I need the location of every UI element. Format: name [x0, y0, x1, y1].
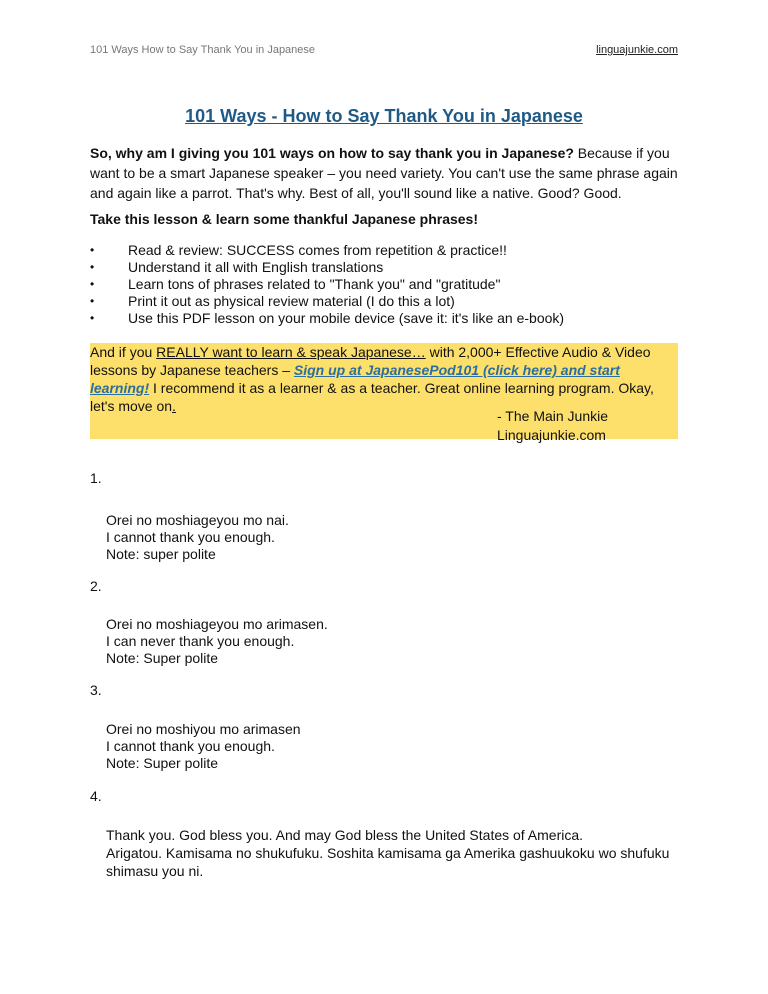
list-item [90, 293, 680, 310]
entry-note: Note: Super polite [106, 755, 219, 771]
signature [497, 407, 608, 445]
promo-text-part: I recommend it as a learner & as a teacher. Great online learning program. Okay, let's move on [90, 380, 654, 414]
entry-japanese: Orei no moshiageyou mo nai. [106, 512, 289, 528]
signature-site: Linguajunkie.com [497, 427, 606, 443]
intro-paragraph [90, 143, 680, 203]
entry-english: I cannot thank you enough. [106, 529, 275, 545]
entry-block [106, 721, 301, 772]
intro-question: So, why am I giving you 101 ways on how to say thank you in Japanese? [90, 145, 574, 161]
running-header-title: 101 Ways How to Say Thank You in Japanese [90, 44, 316, 56]
list-item [90, 276, 680, 293]
promo-text-part: And if you [90, 344, 157, 360]
list-item-text: Learn tons of phrases related to "Thank you" and "gratitude" [128, 276, 501, 292]
promo-text-part: with 2,000+ Effective Audio & Video lessons by Japanese teachers – [90, 344, 651, 378]
benefits-list [90, 242, 680, 327]
bullet-icon: • [90, 294, 95, 308]
entry-japanese: Arigatou. Kamisama no shukufuku. Soshita kamisama ga Amerika gashuukoku wo shufuku shimasu you ni. [106, 845, 670, 879]
lesson-heading: Take this lesson & learn some thankful Japanese phrases! [90, 211, 478, 227]
list-item [90, 259, 680, 276]
japanesepod-signup-link[interactable]: Sign up at JapanesePod101 (click here) and start learning! [90, 362, 620, 396]
promo-box [90, 343, 678, 443]
entry-number: 2. [90, 578, 102, 594]
entry-note: Note: super polite [106, 546, 216, 562]
list-item [90, 310, 680, 327]
bullet-icon: • [90, 260, 95, 274]
entry-number: 4. [90, 788, 102, 804]
entry-block [106, 616, 328, 667]
entry-english: Thank you. God bless you. And may God bless the United States of America. [106, 827, 584, 843]
running-header-site-link[interactable]: linguajunkie.com [596, 44, 678, 56]
entry-block [106, 512, 289, 563]
list-item-text: Understand it all with English translations [128, 259, 384, 275]
signature-author: - The Main Junkie [497, 408, 609, 424]
list-item-text: Read & review: SUCCESS comes from repetition & practice!! [128, 242, 507, 258]
bullet-icon: • [90, 311, 95, 325]
entry-number: 1. [90, 470, 102, 486]
entry-block [90, 826, 680, 880]
entry-english: I can never thank you enough. [106, 633, 295, 649]
list-item-text: Use this PDF lesson on your mobile device (save it: it's like an e-book) [128, 310, 565, 326]
page-title: 101 Ways - How to Say Thank You in Japanese [185, 106, 583, 126]
bullet-icon: • [90, 277, 95, 291]
intro-body: Because if you want to be a smart Japanese speaker – you need variety. You can't use the same phrase again and again like a parrot. That's why. Best of all, you'll sound like a native. Good? Good. [90, 145, 678, 201]
entry-japanese: Orei no moshiageyou mo arimasen. [106, 616, 328, 632]
entry-english: I cannot thank you enough. [106, 738, 275, 754]
entry-japanese: Orei no moshiyou mo arimasen [106, 721, 301, 737]
entry-number: 3. [90, 682, 102, 698]
list-item-text: Print it out as physical review material (I do this a lot) [128, 293, 455, 309]
promo-underlined-text: REALLY want to learn & speak Japanese… [156, 344, 426, 360]
promo-end-dot: . [172, 398, 176, 414]
list-item [90, 242, 680, 259]
bullet-icon: • [90, 243, 95, 257]
entry-note: Note: Super polite [106, 650, 219, 666]
promo-text [90, 343, 678, 415]
